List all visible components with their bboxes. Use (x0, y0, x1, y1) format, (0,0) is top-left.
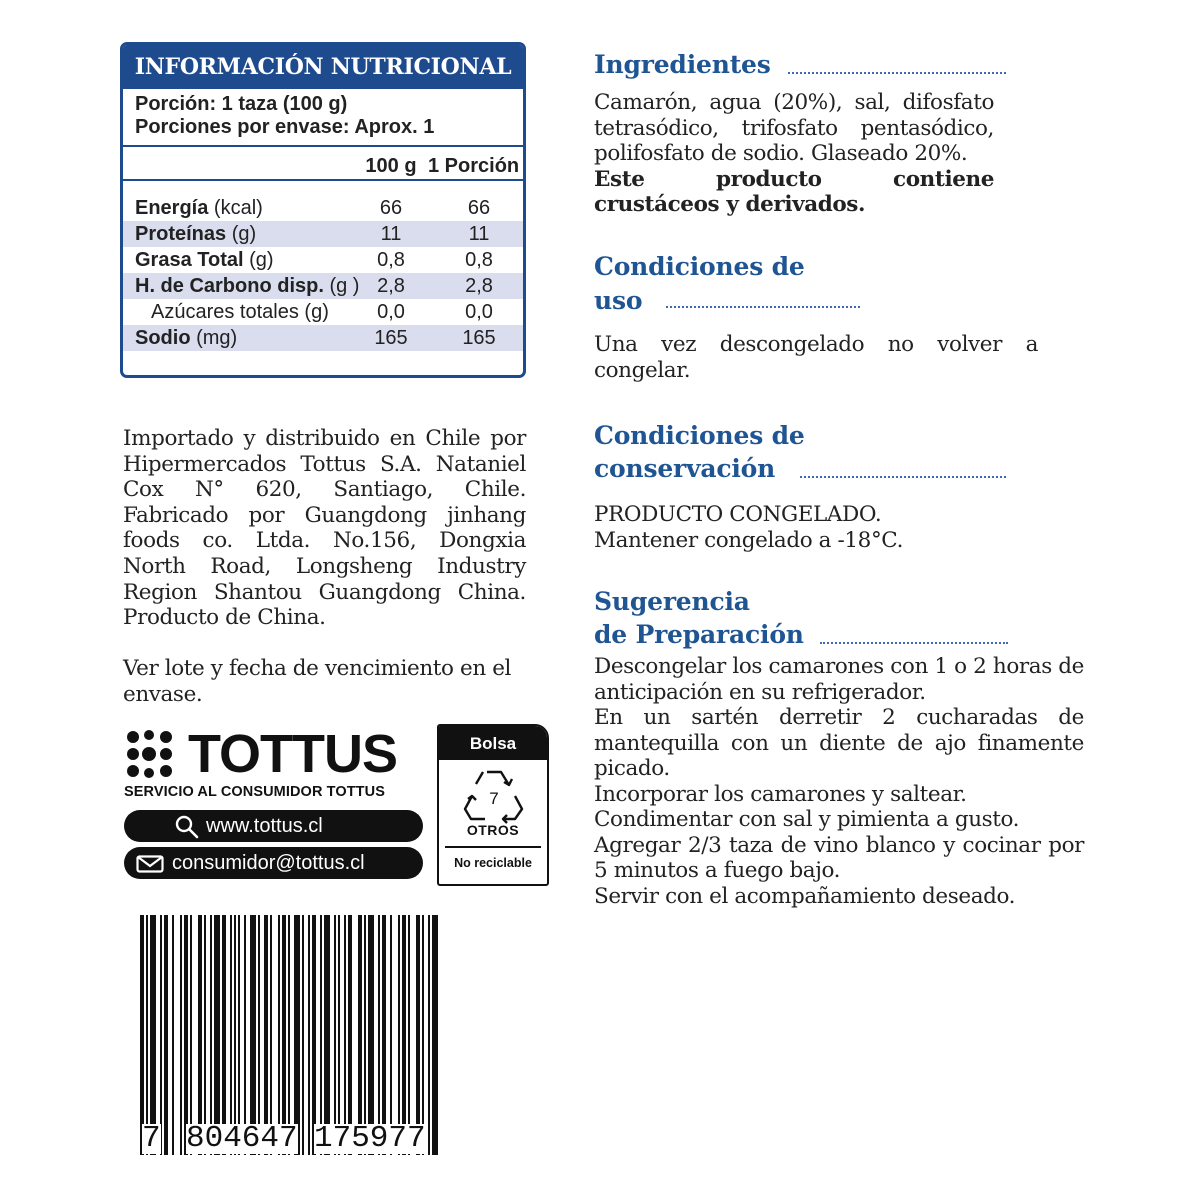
barcode-bar (390, 915, 392, 1155)
barcode-bar (214, 915, 220, 1155)
consumer-service-label: SERVICIO AL CONSUMIDOR TOTTUS (124, 784, 385, 800)
nutrition-column-headers (123, 149, 523, 183)
barcode-digits-right: 175977 (314, 1121, 426, 1156)
barcode-bar (324, 915, 330, 1155)
nutrient-name: Proteínas (135, 223, 227, 245)
barcode-bar (398, 915, 400, 1155)
barcode-bar (382, 915, 386, 1155)
dotted-rule (820, 642, 1008, 644)
barcode-bar (308, 915, 310, 1155)
value-portion: 165 (462, 327, 496, 349)
barcode-bar (358, 915, 362, 1155)
ingredients-block (594, 90, 994, 218)
packaging-type: Bolsa (439, 726, 547, 760)
resin-code: 7 (489, 789, 499, 808)
nutrient-unit: (kcal) (208, 197, 263, 219)
nutrient-unit: (g) (226, 223, 257, 245)
barcode-bar (244, 915, 246, 1155)
conservation-title-line1: Condiciones de (594, 421, 805, 450)
list-item: Incorporar los camarones y saltear. (594, 781, 967, 807)
mail-icon (136, 855, 164, 873)
list-item: Agregar 2/3 taza de vino blanco y cocinar por 5 minutos a fuego bajo. (594, 832, 1084, 883)
barcode-bar (348, 915, 352, 1155)
barcode-bar (184, 915, 188, 1155)
column-100g: 100 g (365, 155, 417, 177)
barcode-bar (402, 915, 406, 1155)
barcode-bar (364, 915, 366, 1155)
barcode-digit-first: 7 (142, 1121, 161, 1156)
preparation-title-line2: de Preparación (594, 620, 804, 649)
barcode-bar (294, 915, 300, 1155)
nutrient-name: Sodio (135, 327, 191, 349)
divider (445, 846, 541, 848)
value-100g: 11 (380, 223, 402, 245)
dotted-rule (800, 476, 1006, 478)
barcode-bar (344, 915, 346, 1155)
portion-size: Porción: 1 taza (100 g) (135, 93, 348, 115)
barcode-bar (368, 915, 374, 1155)
barcode-bar (230, 915, 232, 1155)
barcode-bar (288, 915, 290, 1155)
nutrient-name: Grasa Total (135, 249, 244, 271)
value-100g: 66 (379, 197, 403, 219)
barcode-bar (146, 915, 148, 1155)
value-portion: 66 (467, 197, 491, 219)
recycle-icon (459, 766, 529, 826)
column-portion: 1 Porción (428, 155, 520, 177)
barcode-bar (282, 915, 286, 1155)
table-row (123, 195, 523, 221)
divider (123, 179, 523, 181)
table-row (123, 273, 523, 299)
barcode-bar (238, 915, 240, 1155)
website-text: www.tottus.cl (206, 815, 323, 837)
ingredients-text: Camarón, agua (20%), sal, difosfato tetrasódico, trifosfato pentasódico, polifosfato de sodio. Glaseado 20%. (594, 90, 994, 166)
barcode-bar (140, 915, 144, 1155)
conservation-title-line2: conservación (594, 454, 776, 483)
conservation-line1: PRODUCTO CONGELADO. (594, 502, 882, 527)
value-portion: 11 (468, 223, 490, 245)
barcode-bar (422, 915, 424, 1155)
barcode-bar (180, 915, 182, 1155)
tottus-dots-icon (126, 730, 178, 782)
allergen-warning: Este producto contiene crustáceos y derivados. (594, 166, 994, 217)
value-100g: 165 (374, 327, 408, 349)
barcode-bar (160, 915, 162, 1155)
barcode-bar (416, 915, 420, 1155)
lot-note: Ver lote y fecha de vencimiento en el envase. (123, 656, 512, 707)
list-item: Servir con el acompañamiento deseado. (594, 883, 1016, 909)
email-text: consumidor@tottus.cl (172, 852, 365, 874)
preparation-title-line1: Sugerencia (594, 587, 750, 616)
value-portion: 0,0 (465, 301, 493, 323)
usage-title-line2: uso (594, 286, 643, 315)
barcode-bar (270, 915, 272, 1155)
nutrition-rows (123, 195, 523, 351)
conservation-block (594, 502, 1084, 553)
barcode-bar (264, 915, 268, 1155)
material-category: OTROS (466, 822, 520, 838)
nutrient-name: Energía (135, 197, 209, 219)
barcode-bar (258, 915, 260, 1155)
ingredients-title: Ingredientes (594, 50, 771, 79)
list-item: Descongelar los camarones con 1 o 2 horas de anticipación en su refrigerador. (594, 654, 1084, 705)
value-100g: 0,8 (377, 249, 405, 271)
preparation-steps (594, 654, 1084, 909)
nutrient-name: H. de Carbono disp. (135, 275, 324, 297)
barcode-bar (278, 915, 280, 1155)
recyclability-note: No reciclable (454, 856, 532, 870)
barcode-bar (234, 915, 236, 1155)
nutrition-title: INFORMACIÓN NUTRICIONAL (123, 45, 523, 89)
barcode-bar (190, 915, 192, 1155)
search-icon (174, 814, 200, 840)
usage-text: Una vez descongelado no volver a congelar. (594, 332, 1038, 383)
table-row (123, 221, 523, 247)
nutrient-unit: (g ) (323, 275, 360, 297)
barcode-bar (408, 915, 410, 1155)
barcode-bar (250, 915, 256, 1155)
barcode-bar (338, 915, 340, 1155)
importer-info: Importado y distribuido en Chile por Hipermercados Tottus S.A. Nataniel Cox N° 620, Santiago, Chile. Fabricado por Guangdong jinhang foods co. Ltda. No.156, Dongxia North Road, Longsheng Industry Region Shantou Guangdong China. Producto de China. (123, 426, 526, 631)
conservation-line2: Mantener congelado a -18°C. (594, 527, 904, 553)
table-row (123, 325, 523, 351)
barcode-bar (378, 915, 380, 1155)
brand-name: TOTTUS (188, 724, 397, 784)
nutrient-unit: (g) (243, 249, 274, 271)
nutrition-table (120, 42, 526, 378)
barcode-bar (428, 915, 430, 1155)
barcode-bar (432, 915, 438, 1155)
table-row (123, 247, 523, 273)
nutrient-unit: (mg) (190, 327, 238, 349)
barcode-bar (222, 915, 226, 1155)
list-item: En un sartén derretir 2 cucharadas de mantequilla con un diente de ajo finamente picado. (594, 705, 1084, 781)
barcode-bar (210, 915, 212, 1155)
website-link[interactable] (124, 810, 423, 842)
barcode-bar (172, 915, 174, 1155)
recycling-label (437, 724, 549, 886)
email-link[interactable] (124, 847, 423, 879)
servings-per-package: Porciones por envase: Aprox. 1 (135, 116, 435, 138)
usage-title-line1: Condiciones de (594, 252, 805, 281)
value-100g: 2,8 (377, 275, 405, 297)
barcode-bar (204, 915, 206, 1155)
nutrient-unit: Azúcares totales (g) (151, 301, 329, 323)
barcode-digits-left: 804647 (186, 1121, 298, 1156)
value-portion: 2,8 (465, 275, 493, 297)
table-row (123, 299, 523, 325)
value-portion: 0,8 (465, 249, 493, 271)
barcode-bar (164, 915, 168, 1155)
portion-info (123, 89, 523, 139)
barcode-bar (334, 915, 336, 1155)
dotted-rule (666, 306, 860, 308)
barcode (140, 915, 440, 1155)
value-100g: 0,0 (377, 301, 405, 323)
barcode-bar (150, 915, 156, 1155)
barcode-bar (198, 915, 202, 1155)
barcode-bar (312, 915, 316, 1155)
barcode-bar (302, 915, 304, 1155)
divider (123, 145, 523, 147)
dotted-rule (788, 72, 1006, 74)
barcode-bar (320, 915, 322, 1155)
tottus-logo (126, 724, 426, 784)
list-item: Condimentar con sal y pimienta a gusto. (594, 807, 1020, 832)
